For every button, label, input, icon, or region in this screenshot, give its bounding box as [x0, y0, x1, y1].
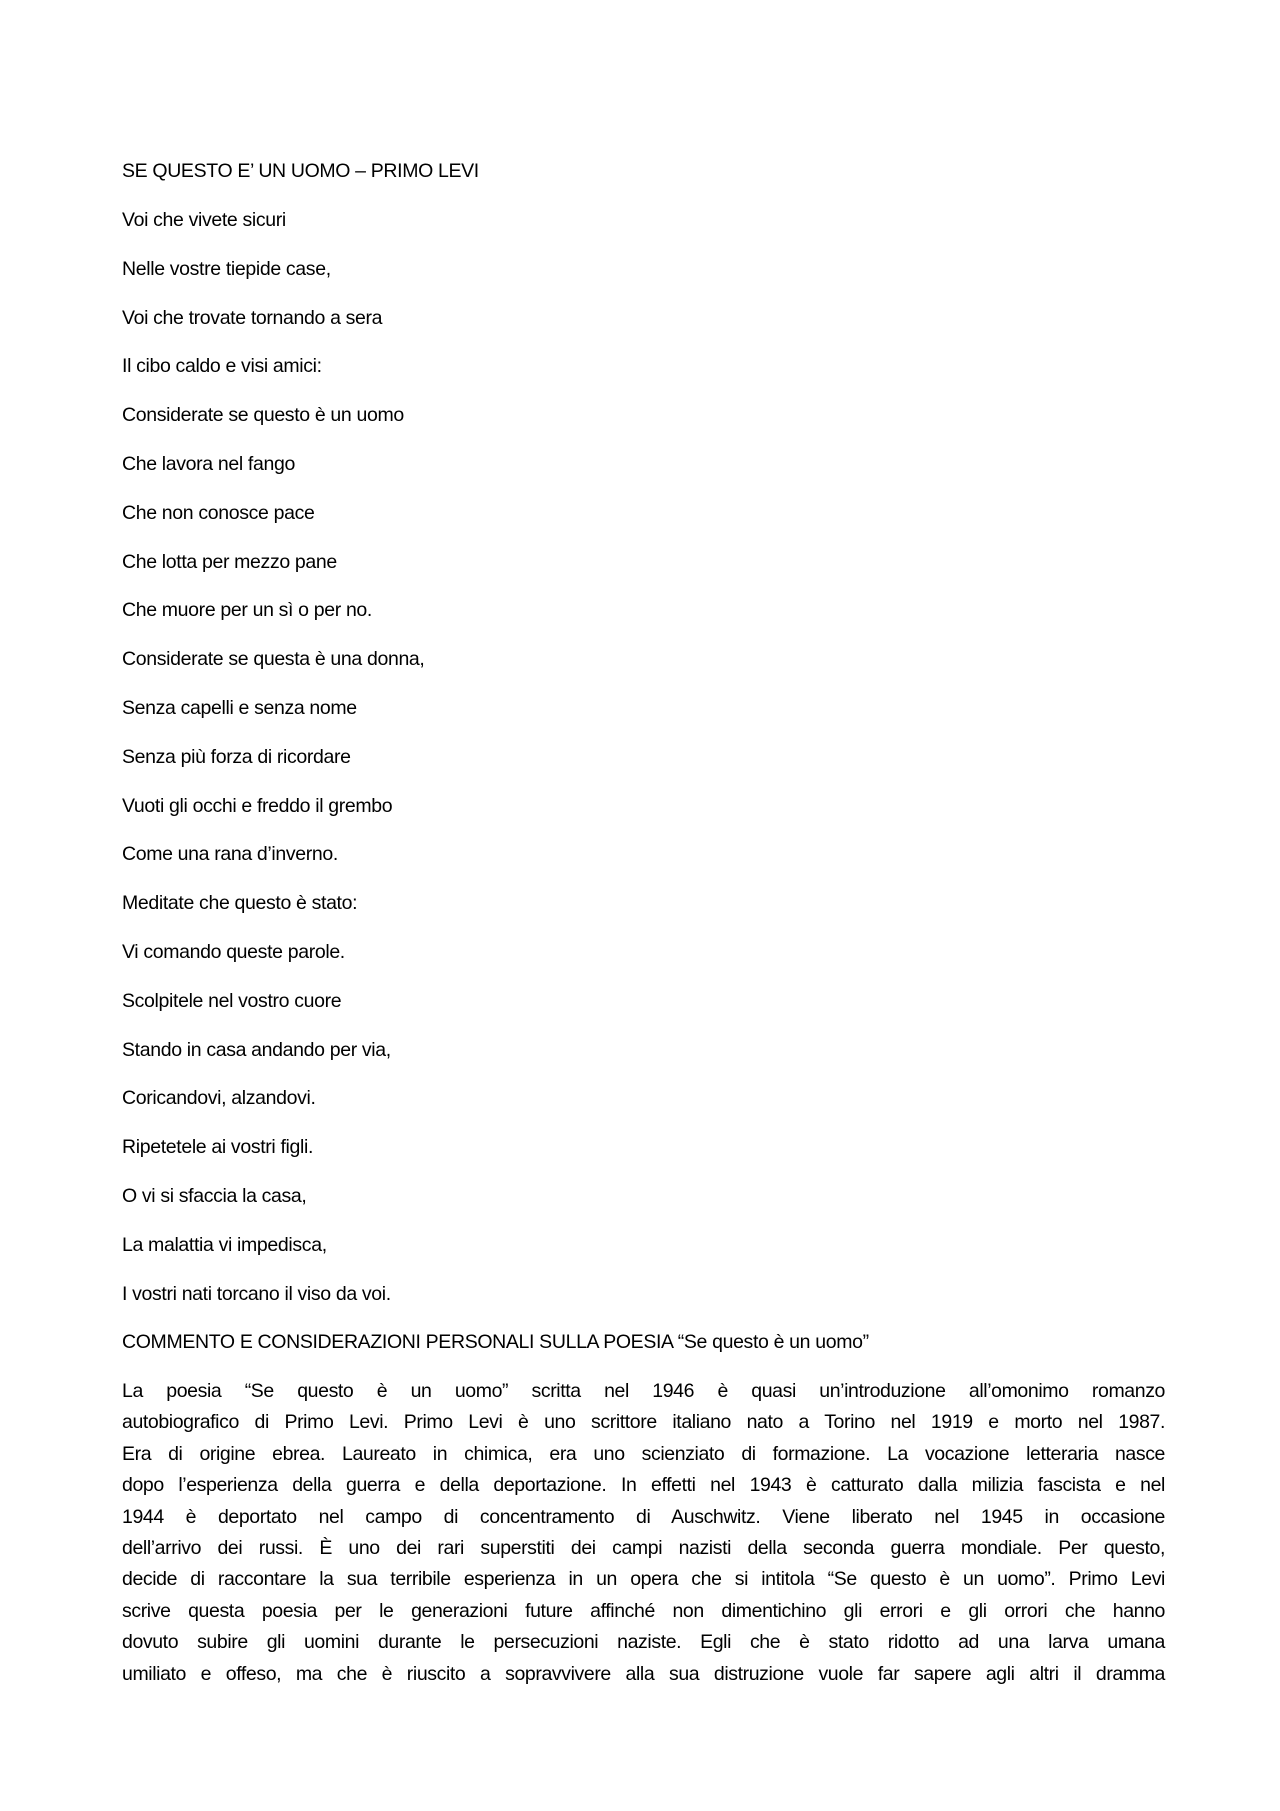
commentary-line: Era di origine ebrea. Laureato in chimica, era uno scienziato di formazione. La vocazione letteraria nasce	[122, 1442, 1165, 1465]
commentary-line: dell’arrivo dei russi. È uno dei rari superstiti dei campi nazisti della seconda guerra mondiale. Per questo,	[122, 1536, 1165, 1559]
poem-line: I vostri nati torcano il viso da voi.	[122, 1282, 391, 1305]
poem-line: La malattia vi impedisca,	[122, 1233, 327, 1256]
poem-line: Vi comando queste parole.	[122, 941, 345, 963]
commentary-heading: COMMENTO E CONSIDERAZIONI PERSONALI SULLA POESIA “Se questo è un uomo”	[122, 1331, 869, 1353]
poem-line: Che lavora nel fango	[122, 453, 295, 475]
poem-line: Considerate se questa è una donna,	[122, 648, 425, 671]
commentary-line: autobiografico di Primo Levi. Primo Levi è uno scrittore italiano nato a Torino nel 1919 e morto nel 1987.	[122, 1411, 1165, 1434]
commentary-line: dopo l’esperienza della guerra e della deportazione. In effetti nel 1943 è catturato dalla milizia fascista e nel	[122, 1474, 1165, 1497]
poem-line: Senza capelli e senza nome	[122, 697, 357, 719]
poem-line: Senza più forza di ricordare	[122, 745, 351, 768]
poem-line: Il cibo caldo e visi amici:	[122, 355, 322, 378]
commentary-line: umiliato e offeso, ma che è riuscito a sopravvivere alla sua distruzione vuole far sapere agli altri il dramma	[122, 1662, 1165, 1685]
poem-line: Considerate se questo è un uomo	[122, 404, 404, 427]
poem-line: Meditate che questo è stato:	[122, 892, 358, 915]
poem-line: Ripetetele ai vostri figli.	[122, 1136, 314, 1159]
poem-line: Scolpitele nel vostro cuore	[122, 989, 342, 1012]
poem-line: Voi che vivete sicuri	[122, 209, 286, 231]
poem-line: Che lotta per mezzo pane	[122, 550, 337, 573]
poem-line: Vuoti gli occhi e freddo il grembo	[122, 794, 393, 817]
poem-line: Che muore per un sì o per no.	[122, 599, 372, 622]
poem-line: Come una rana d’inverno.	[122, 843, 338, 866]
poem-line: Voi che trovate tornando a sera	[122, 306, 383, 329]
commentary-line: 1944 è deportato nel campo di concentramento di Auschwitz. Viene liberato nel 1945 in occasione	[122, 1505, 1165, 1528]
commentary-line: La poesia “Se questo è un uomo” scritta nel 1946 è quasi un’introduzione all’omonimo romanzo	[122, 1380, 1165, 1402]
commentary-line: scrive questa poesia per le generazioni future affinché non dimentichino gli errori e gli orrori che hanno	[122, 1599, 1165, 1622]
poem-line: Nelle vostre tiepide case,	[122, 257, 331, 280]
document-title: SE QUESTO E’ UN UOMO – PRIMO LEVI	[122, 160, 479, 182]
commentary-paragraph	[122, 1379, 1165, 1693]
poem-line: Coricandovi, alzandovi.	[122, 1087, 316, 1110]
poem-line: Stando in casa andando per via,	[122, 1038, 391, 1061]
poem-line: O vi si sfaccia la casa,	[122, 1185, 307, 1207]
poem-line: Che non conosce pace	[122, 501, 315, 524]
commentary-line: decide di raccontare la sua terribile esperienza in un opera che si intitola “Se questo è un uomo”. Primo Levi	[122, 1568, 1165, 1591]
commentary-line: dovuto subire gli uomini durante le persecuzioni naziste. Egli che è stato ridotto ad una larva umana	[122, 1631, 1165, 1654]
